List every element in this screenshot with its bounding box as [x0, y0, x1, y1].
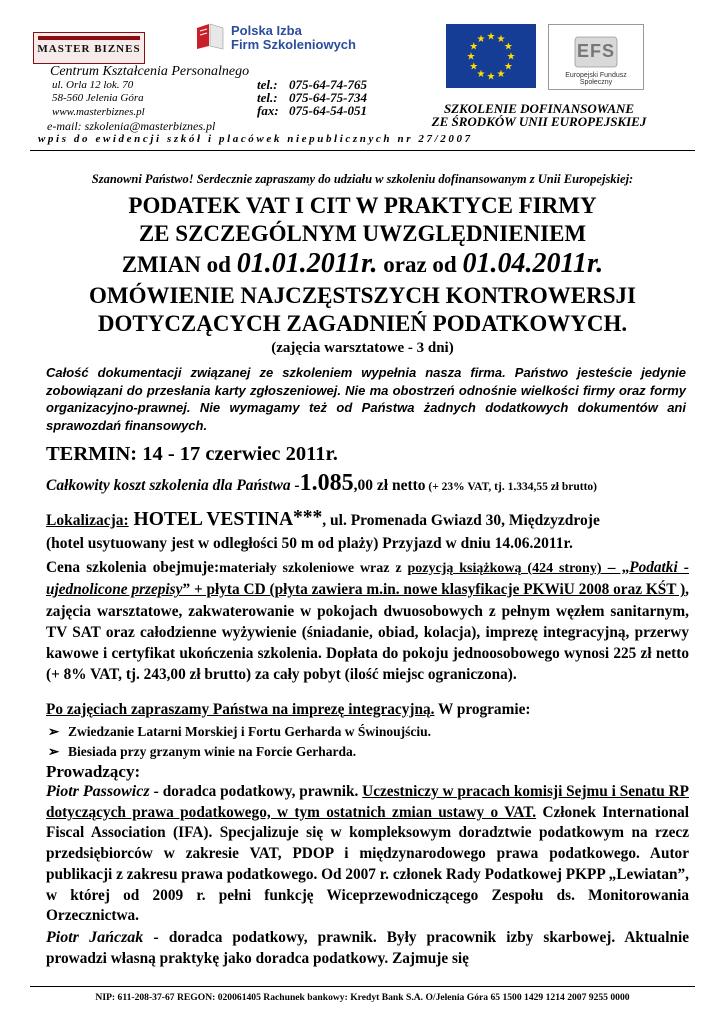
eu-star-icon: ★ — [476, 68, 486, 80]
documentation-note: Całość dokumentacji związanej ze szkoleniem wypełnia nasza firma. Państwo jesteście jedynie zobowiązani do przesłania karty zgłoszeniowej. Nie ma obostrzeń odnośnie wielkości firmy oraz formy organizacyjno-prawnej. Nie wymagamy też od Państwa żadnych dodatkowych dokumentów ani sprawozdań finansowych. — [46, 365, 686, 433]
phone-block: tel.: 075-64-74-765 tel.: 075-64-75-734 fax: 075-64-54-051 — [257, 77, 367, 118]
hotel-name: HOTEL VESTINA — [128, 509, 294, 530]
efs-caption: Europejski Fundusz Społeczny — [565, 72, 627, 86]
logo-text: MASTER BIZNES — [37, 43, 141, 55]
instructors-heading: Prowadzący: — [46, 762, 141, 781]
eu-flag-icon — [446, 24, 536, 88]
intro-text: Szanowni Państwo! Serdecznie zapraszamy do udziału w szkoleniu dofinansowanym z Unii Europejskiej: — [91, 172, 634, 186]
eu-star-icon: ★ — [496, 68, 506, 80]
term-date: TERMIN: 14 - 17 czerwiec 2011r. — [46, 443, 338, 465]
cost-line: Całkowity koszt szkolenia dla Państwa -1.085,00 zł netto (+ 23% VAT, tj. 1.334,55 zł brutto) — [46, 470, 598, 496]
eu-star-icon: ★ — [503, 61, 513, 73]
tel2: 075-64-75-734 — [289, 90, 367, 105]
eu-star-icon: ★ — [496, 34, 506, 46]
eu-star-icon: ★ — [469, 41, 479, 53]
master-biznes-logo — [33, 32, 145, 64]
title-line-1: PODATEK VAT I CIT W PRAKTYCE FIRMY — [128, 193, 597, 218]
fax: 075-64-54-051 — [289, 103, 367, 118]
eu-star-icon: ★ — [476, 34, 486, 46]
party-block: Po zajęciach zapraszamy Państwa na imprezę integracyjną. W programie: ➢ Zwiedzanie Latarni Morskiej i Fortu Gerharda w Świnoujściu. ➢ Biesiada przy grzanym winie na Forcie Gerharda. — [46, 700, 689, 762]
title-subtitle: (zajęcia warsztatowe - 3 dni) — [271, 340, 454, 356]
location-note: (hotel usytuowany jest w odległości 50 m od plaży) Przyjazd w dniu 14.06.2011r. — [46, 535, 573, 552]
eu-star-icon: ★ — [503, 41, 513, 53]
pif-book-icon — [195, 22, 225, 50]
eu-star-icon: ★ — [506, 51, 516, 63]
website-link[interactable]: www.masterbiznes.pl — [52, 106, 145, 118]
registry-line: wpis do ewidencji szkół i placówek niepublicznych nr 27/2007 — [38, 133, 473, 145]
tel1: 075-64-74-765 — [289, 77, 367, 92]
title-line-2: ZE SZCZEGÓLNYM UWZGLĘDNIENIEM — [138, 221, 587, 246]
header-divider — [30, 150, 695, 151]
list-item: ➢ Zwiedzanie Latarni Morskiej i Fortu Gerharda w Świnoujściu. — [46, 722, 689, 742]
bullet-arrow-icon: ➢ — [48, 724, 60, 739]
title-line-3: ZMIAN od 01.01.2011r. oraz od 01.04.2011r. — [121, 248, 604, 279]
price-includes: Cena szkolenia obejmuje:materiały szkoleniowe wraz z pozycją książkową (424 strony) – „Podatki - ujednolicone przepisy” + płyta CD (płyta zawiera m.in. nowe klasyfikacje PKWiU 2008 oraz KŚT ), zajęcia warsztatowe, zakwaterowanie w pokojach dwuosobowych z pełnym węzłem sanitarnym, TV SAT oraz całodzienne wyżywienie (śniadanie, obiad, kolacja), imprezę integracyjną, przerwy kawowe i certyfikat ukończenia szkolenia. Dopłata do pokoju jednoosobowego wynosi 225 zł netto (+ 8% VAT, tj. 243,00 zł brutto) za cały pobyt (ilość miejsc ograniczona). — [46, 559, 690, 684]
efs-logo — [548, 24, 644, 90]
contact-block — [47, 64, 250, 134]
center-name: Centrum Kształcenia Personalnego — [50, 64, 250, 79]
list-item: ➢ Biesiada przy grzanym winie na Forcie Gerharda. — [46, 742, 689, 762]
title-block — [20, 192, 705, 358]
title-line-5: DOTYCZĄCYCH ZAGADNIEŃ PODATKOWYCH. — [97, 311, 628, 336]
eu-star-icon: ★ — [469, 61, 479, 73]
instructor-2: Piotr Jańczak - doradca podatkowy, prawnik. Były pracownik izby skarbowej. Aktualnie prowadzi własną praktykę jako doradca podatkowy. Zajmuje się — [46, 929, 689, 967]
location-label: Lokalizacja: — [46, 512, 129, 529]
eu-star-icon: ★ — [466, 51, 476, 63]
email-link[interactable]: e-mail: szkolenia@masterbiznes.pl — [47, 119, 216, 133]
address-city: 58-560 Jelenia Góra — [52, 92, 144, 104]
eu-star-icon: ★ — [486, 31, 496, 43]
footer-divider — [30, 986, 695, 987]
pif-logo-text: Polska Izba Firm Szkoleniowych — [231, 23, 356, 52]
cofinanced-note: SZKOLENIE DOFINANSOWANE ZE ŚRODKÓW UNII EUROPEJSKIEJ — [431, 101, 647, 129]
instructor-1: Piotr Passowicz - doradca podatkowy, prawnik. Uczestniczy w pracach komisji Sejmu i Senatu RP dotyczących prawa podatkowego, w tym ostatnich zmian ustawy o VAT. Członek International Fiscal Association (IFA). Specjalizuje się w kompleksowym doradztwie podatkowym na rzecz przedsiębiorców w zakresie VAT, PDOP i międzynarodowego prawa podatkowego. Autor publikacji z zakresu prawa podatkowego. Od 2007 r. członek Rady Podatkowej PKPP „Lewiatan”, w której od 2009 r. pełni funkcję Wiceprzewodniczącego Zespołu ds. Monitorowania Orzecznictwa. — [46, 783, 690, 925]
eu-star-icon: ★ — [486, 71, 496, 83]
location-block: Lokalizacja: HOTEL VESTINA***, ul. Promenada Gwiazd 30, Międzyzdroje (hotel usytuowany jest w odległości 50 m od plaży) Przyjazd w dniu 14.06.2011r. — [46, 506, 689, 555]
bullet-arrow-icon: ➢ — [48, 744, 60, 759]
address-street: ul. Orla 12 lok. 70 — [52, 79, 134, 91]
title-line-4: OMÓWIENIE NAJCZĘSTSZYCH KONTROWERSJI — [89, 283, 636, 308]
footer-bank-info: NIP: 611-208-37-67 REGON: 020061405 Rachunek bankowy: Kredyt Bank S.A. O/Jelenia Góra 65 1500 1429 1214 2007 9255 0000 — [95, 992, 630, 1003]
efs-label: EFS — [576, 41, 615, 61]
